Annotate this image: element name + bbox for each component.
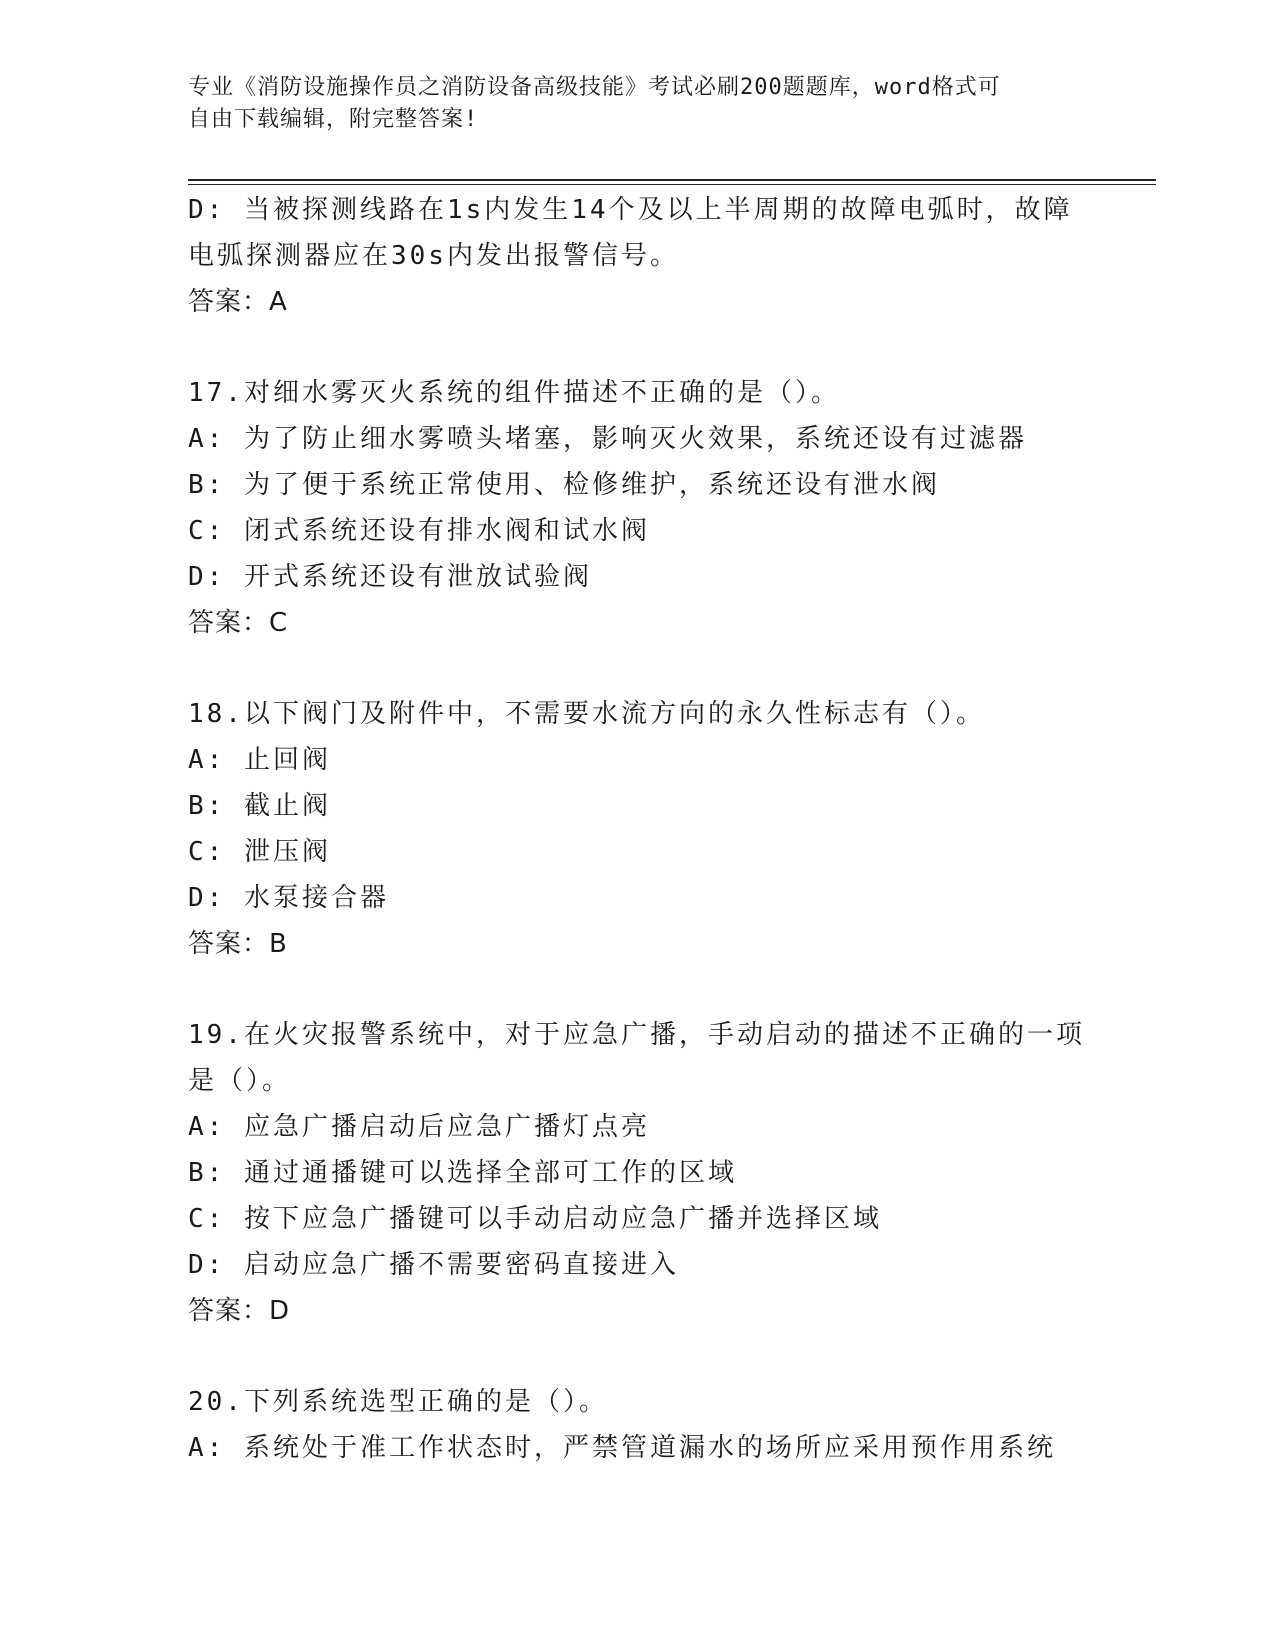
spacer bbox=[188, 646, 1088, 691]
header-divider-thin bbox=[188, 184, 1156, 185]
header-divider-thick bbox=[188, 179, 1156, 181]
answer: 答案：A bbox=[188, 287, 288, 317]
option-d-line-2: 电弧探测器应在30s内发出报警信号。 bbox=[188, 241, 679, 271]
option-a: A: 系统处于准工作状态时，严禁管道漏水的场所应采用预作用系统 bbox=[188, 1433, 1056, 1463]
option-b: B: 通过通播键可以选择全部可工作的区域 bbox=[188, 1158, 737, 1188]
option-c: C: 泄压阀 bbox=[188, 837, 331, 867]
answer: 答案：B bbox=[188, 929, 288, 959]
option-d: D: 水泵接合器 bbox=[188, 883, 389, 913]
option-d: D: 开式系统还设有泄放试验阀 bbox=[188, 562, 592, 592]
option-a: A: 应急广播启动后应急广播灯点亮 bbox=[188, 1112, 650, 1142]
question-17 bbox=[188, 370, 1088, 646]
option-d-line-1: D: 当被探测线路在1s内发生14个及以上半周期的故障电弧时，故障 bbox=[188, 195, 1073, 225]
question-stem: 19.在火灾报警系统中，对于应急广播，手动启动的描述不正确的一项 bbox=[188, 1020, 1085, 1050]
question-18 bbox=[188, 691, 1088, 967]
question-stem-line-2: 是（）。 bbox=[188, 1066, 292, 1096]
option-c: C: 闭式系统还设有排水阀和试水阀 bbox=[188, 516, 650, 546]
answer: 答案：C bbox=[188, 608, 289, 638]
option-a: A: 为了防止细水雾喷头堵塞，影响灭火效果，系统还设有过滤器 bbox=[188, 424, 1027, 454]
page-header bbox=[188, 72, 1088, 136]
option-c: C: 按下应急广播键可以手动启动应急广播并选择区域 bbox=[188, 1204, 882, 1234]
header-line-1: 专业《消防设施操作员之消防设备高级技能》考试必刷200题题库，word格式可 bbox=[188, 75, 1001, 100]
question-16-tail bbox=[188, 187, 1088, 325]
spacer bbox=[188, 325, 1088, 370]
spacer bbox=[188, 1334, 1088, 1379]
question-19 bbox=[188, 1012, 1088, 1334]
question-content bbox=[188, 187, 1088, 1471]
option-a: A: 止回阀 bbox=[188, 745, 331, 775]
question-stem: 17.对细水雾灭火系统的组件描述不正确的是（）。 bbox=[188, 378, 840, 408]
option-d: D: 启动应急广播不需要密码直接进入 bbox=[188, 1250, 679, 1280]
answer: 答案：D bbox=[188, 1296, 291, 1326]
header-line-2: 自由下载编辑，附完整答案! bbox=[188, 107, 479, 132]
question-stem: 20.下列系统选型正确的是（）。 bbox=[188, 1387, 608, 1417]
option-b: B: 截止阀 bbox=[188, 791, 331, 821]
question-stem: 18.以下阀门及附件中，不需要水流方向的永久性标志有（）。 bbox=[188, 699, 985, 729]
option-b: B: 为了便于系统正常使用、检修维护，系统还设有泄水阀 bbox=[188, 470, 940, 500]
spacer bbox=[188, 967, 1088, 1012]
question-20 bbox=[188, 1379, 1088, 1471]
